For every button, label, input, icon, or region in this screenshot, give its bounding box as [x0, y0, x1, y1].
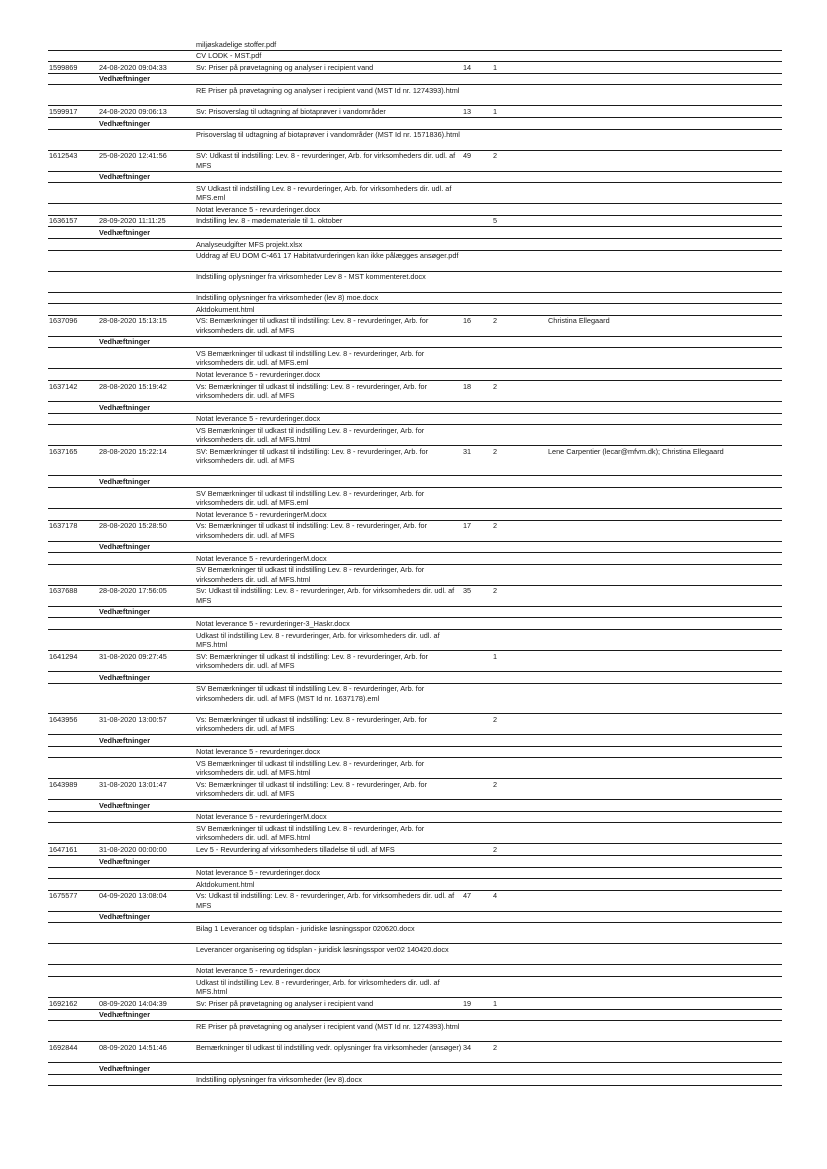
attachment-filename: Indstilling oplysninger fra virksomheder Lev 8 - MST kommenteret.docx: [196, 272, 426, 282]
attachments-header-row: [48, 735, 782, 747]
document-id: 1692162: [49, 998, 78, 1008]
document-id: 1637178: [49, 521, 78, 531]
attachment-count: 1: [493, 651, 498, 661]
message-subject: Vs: Bemærkninger til udkast til indstilling: Lev. 8 - revurderinger, Arb. for virksomheders dir. udl. af MFS: [196, 381, 428, 400]
attachments-header-row: [48, 118, 782, 130]
attachment-row: [48, 304, 782, 316]
message-subject: Bemærkninger til udkast til indstilling vedr. oplysninger fra virksomheder (ansøger): [196, 1042, 462, 1052]
attachments-label: Vedhæftninger: [99, 542, 151, 552]
attachment-row: [48, 293, 782, 305]
message-subject: SV: Bemærkninger til udkast til indstilling: Lev. 8 - revurderinger, Arb. for virksomheders dir. udl. af MFS: [196, 446, 428, 466]
attachment-row: [48, 812, 782, 824]
message-recipients: Lene Carpentier (lecar@mfvm.dk); Christina Ellegaard: [548, 446, 724, 456]
message-recipients: [548, 151, 732, 171]
attachment-filename: RE Priser på prøvetagning og analyser i recipient vand (MST Id nr. 1274393).html: [196, 1021, 460, 1031]
message-recipients: [548, 651, 732, 671]
message-date: 28-08-2020 17:56:05: [99, 586, 167, 596]
message-row: [48, 446, 782, 476]
attachment-filename: Bilag 1 Leverancer og tidsplan - juridiske løsningsspor 020620.docx: [196, 923, 415, 933]
attachments-label: Vedhæftninger: [99, 118, 151, 128]
document-id: 1641294: [49, 651, 78, 661]
attachments-label: Vedhæftninger: [99, 1010, 151, 1020]
attachment-filename: Indstilling oplysninger fra virksomheder (lev 8).docx: [196, 1075, 362, 1085]
attachment-filename: Notat leverance 5 - revurderingerM.docx: [196, 812, 327, 822]
document-id: 1637142: [49, 381, 78, 391]
attachment-filename: Notat leverance 5 - revurderinger.docx: [196, 747, 321, 757]
document-id: 1643989: [49, 779, 78, 789]
message-row: [48, 381, 782, 402]
message-date: 28-08-2020 15:13:15: [99, 316, 167, 326]
attachments-header-row: [48, 1010, 782, 1022]
message-date: 28-08-2020 15:22:14: [99, 446, 167, 456]
message-row: [48, 1042, 782, 1063]
attachment-row: [48, 565, 782, 586]
attachments-header-row: [48, 476, 782, 488]
message-recipients: [548, 891, 732, 911]
attachment-row: [48, 488, 782, 509]
message-subject: Indstilling lev. 8 - mødemateriale til 1. oktober: [196, 216, 343, 226]
attachment-count: 2: [493, 845, 498, 854]
attachment-count: 2: [493, 316, 498, 326]
attachments-header-row: [48, 800, 782, 812]
attachment-filename: Notat leverance 5 - revurderinger.docx: [196, 868, 321, 878]
attachment-row: [48, 272, 782, 293]
attachment-filename: Uddrag af EU DOM C-461 17 Habitatvurderingen kan ikke pålægges ansøger.pdf: [196, 251, 459, 261]
attachment-row: [48, 348, 782, 369]
attachment-count: 5: [493, 216, 498, 226]
attachment-count: 2: [493, 446, 498, 456]
message-date: 31-08-2020 00:00:00: [99, 845, 167, 854]
message-row: [48, 779, 782, 800]
attachment-filename: Aktdokument.html: [196, 304, 255, 314]
attachment-row: [48, 425, 782, 446]
attachment-filename: SV Bemærkninger til udkast til indstilling Lev. 8 - revurderinger, Arb. for virksomheders dir. udl. af MFS.html: [196, 565, 425, 584]
message-subject: Vs: Bemærkninger til udkast til indstilling: Lev. 8 - revurderinger, Arb. for virksomheders dir. udl. af MFS: [196, 521, 428, 540]
attachment-filename: Udkast til indstilling Lev. 8 - revurderinger, Arb. for virksomheders dir. udl. af MFS.html: [196, 977, 440, 996]
document-id: 1599917: [49, 106, 78, 116]
attachment-row: [48, 977, 782, 998]
attachments-header-row: [48, 74, 782, 86]
message-subject: VS: Bemærkninger til udkast til indstilling: Lev. 8 - revurderinger, Arb. for virksomheders dir. udl. af MFS: [196, 316, 429, 335]
message-date: 31-08-2020 13:01:47: [99, 779, 167, 789]
attachment-filename: VS Bemærkninger til udkast til indstilling Lev. 8 - revurderinger, Arb. for virksomheders dir. udl. af MFS.html: [196, 425, 425, 445]
attachments-header-row: [48, 856, 782, 868]
attachments-label: Vedhæftninger: [99, 337, 151, 347]
attachments-header-row: [48, 172, 782, 184]
message-subject: Sv: Priser på prøvetagning og analyser i recipient vand: [196, 62, 374, 72]
attachments-header-row: [48, 227, 782, 239]
message-subject: SV: Udkast til indstilling: Lev. 8 - revurderinger, Arb. for virksomheders dir. udl. af MFS: [196, 151, 456, 170]
message-date: 08-09-2020 14:51:46: [99, 1042, 167, 1052]
message-row: [48, 891, 782, 912]
attachments-header-row: [48, 607, 782, 619]
attachment-row: [48, 51, 782, 63]
message-count: 47: [463, 891, 472, 901]
attachments-label: Vedhæftninger: [99, 172, 151, 182]
message-recipients: [548, 62, 732, 73]
message-row: [48, 151, 782, 172]
attachments-header-row: [48, 337, 782, 349]
attachment-filename: Notat leverance 5 - revurderingerM.docx: [196, 553, 327, 563]
message-count: 34: [463, 1042, 472, 1052]
attachments-label: Vedhæftninger: [99, 735, 151, 745]
message-recipients: [548, 998, 732, 1009]
message-date: 28-08-2020 15:28:50: [99, 521, 167, 531]
attachment-count: 1: [493, 62, 498, 72]
attachment-row: [48, 1075, 782, 1087]
message-count: [463, 779, 493, 799]
attachment-count: 2: [493, 521, 498, 531]
document-id: 1612543: [49, 151, 78, 161]
attachments-label: Vedhæftninger: [99, 402, 151, 412]
attachment-row: [48, 251, 782, 272]
attachment-filename: Notat leverance 5 - revurderinger.docx: [196, 204, 321, 214]
attachment-filename: Udkast til indstilling Lev. 8 - revurderinger, Arb. for virksomheders dir. udl. af MFS.html: [196, 630, 440, 650]
attachment-filename: miljøskadelige stoffer.pdf: [196, 39, 277, 49]
message-date: 24-08-2020 09:06:13: [99, 106, 167, 116]
message-row: [48, 586, 782, 607]
message-recipients: [548, 216, 732, 227]
message-count: [463, 216, 493, 227]
attachment-filename: SV Bemærkninger til udkast til indstilling Lev. 8 - revurderinger, Arb. for virksomheders dir. udl. af MFS (MST Id nr. 1637178).eml: [196, 684, 425, 703]
attachment-row: [48, 85, 782, 106]
document-id: 1636157: [49, 216, 78, 226]
attachment-count: 2: [493, 1042, 498, 1052]
message-recipients: [548, 381, 732, 401]
message-recipients: [548, 106, 732, 117]
attachments-header-row: [48, 1063, 782, 1075]
attachment-filename: Notat leverance 5 - revurderinger.docx: [196, 414, 321, 424]
attachment-count: 2: [493, 779, 498, 789]
attachment-row: [48, 684, 782, 714]
message-row: [48, 998, 782, 1010]
message-date: 28-09-2020 11:11:25: [99, 216, 166, 226]
attachment-filename: SV Bemærkninger til udkast til indstilling Lev. 8 - revurderinger, Arb. for virksomheders dir. udl. af MFS.eml: [196, 488, 425, 508]
message-date: 31-08-2020 13:00:57: [99, 714, 167, 724]
document-id: 1637688: [49, 586, 78, 596]
attachment-filename: Indstilling oplysninger fra virksomheder (lev 8) moe.docx: [196, 293, 379, 303]
attachment-row: [48, 965, 782, 977]
message-count: 19: [463, 998, 472, 1008]
attachments-label: Vedhæftninger: [99, 74, 151, 84]
message-row: [48, 316, 782, 337]
attachment-row: [48, 369, 782, 381]
attachments-label: Vedhæftninger: [99, 227, 151, 237]
message-count: 31: [463, 446, 472, 456]
attachment-filename: Notat leverance 5 - revurderingerM.docx: [196, 509, 327, 519]
attachments-header-row: [48, 672, 782, 684]
attachment-filename: VS Bemærkninger til udkast til indstilling Lev. 8 - revurderinger, Arb. for virksomheders dir. udl. af MFS.html: [196, 758, 425, 778]
message-row: [48, 714, 782, 735]
attachment-row: [48, 204, 782, 216]
attachment-count: 2: [493, 151, 498, 161]
attachment-row: [48, 509, 782, 521]
attachment-row: [48, 747, 782, 759]
attachments-label: Vedhæftninger: [99, 800, 151, 810]
message-subject: Sv: Udkast til indstilling: Lev. 8 - revurderinger, Arb. for virksomheders dir. udl. af MFS: [196, 586, 455, 605]
attachment-filename: Notat leverance 5 - revurderinger-3_Haskr.docx: [196, 619, 350, 629]
attachment-filename: RE Priser på prøvetagning og analyser i recipient vand (MST Id nr. 1274393).html: [196, 85, 460, 95]
attachments-label: Vedhæftninger: [99, 477, 151, 487]
message-date: 25-08-2020 12:41:56: [99, 151, 167, 161]
attachments-label: Vedhæftninger: [99, 856, 151, 866]
message-subject: Vs: Bemærkninger til udkast til indstilling: Lev. 8 - revurderinger, Arb. for virksomheders dir. udl. af MFS: [196, 714, 428, 734]
attachment-filename: Prisoverslag til udtagning af biotaprøver i vandområder (MST Id nr. 1571836).html: [196, 130, 460, 140]
attachment-count: 2: [493, 586, 498, 596]
attachment-filename: SV Bemærkninger til udkast til indstilling Lev. 8 - revurderinger, Arb. for virksomheders dir. udl. af MFS.html: [196, 824, 425, 843]
message-row: [48, 216, 782, 228]
attachment-row: [48, 414, 782, 426]
attachment-filename: Notat leverance 5 - revurderinger.docx: [196, 965, 321, 975]
attachment-filename: CV LODK - MST.pdf: [196, 51, 262, 61]
message-recipients: [548, 1042, 732, 1062]
message-subject: Vs: Udkast til indstilling: Lev. 8 - revurderinger, Arb. for virksomheders dir. udl. af MFS: [196, 891, 455, 910]
message-count: 18: [463, 381, 472, 391]
message-count: [463, 651, 493, 671]
attachment-row: [48, 183, 782, 204]
document-id: 1637096: [49, 316, 78, 326]
message-row: [48, 521, 782, 542]
document-id: 1599869: [49, 62, 78, 72]
document-id: 1647161: [49, 845, 78, 854]
attachment-row: [48, 1021, 782, 1042]
attachment-filename: SV Udkast til indstilling Lev. 8 - revurderinger, Arb. for virksomheders dir. udl. af MFS.eml: [196, 183, 452, 203]
case-document-table: [48, 39, 782, 1086]
message-row: [48, 651, 782, 672]
attachment-filename: Notat leverance 5 - revurderinger.docx: [196, 369, 321, 379]
message-subject: Vs: Bemærkninger til udkast til indstilling: Lev. 8 - revurderinger, Arb. for virksomheders dir. udl. af MFS: [196, 779, 428, 799]
attachment-row: [48, 923, 782, 944]
message-count: 14: [463, 62, 472, 72]
message-recipients: [548, 714, 732, 734]
message-date: 28-08-2020 15:19:42: [99, 381, 167, 391]
attachment-row: [48, 879, 782, 891]
message-recipients: [548, 586, 732, 606]
message-subject: Sv: Priser på prøvetagning og analyser i recipient vand: [196, 998, 374, 1008]
message-count: 17: [463, 521, 472, 531]
attachments-header-row: [48, 542, 782, 554]
document-id: 1675577: [49, 891, 78, 901]
attachments-label: Vedhæftninger: [99, 672, 151, 682]
message-date: 24-08-2020 09:04:33: [99, 62, 167, 72]
document-id: 1643956: [49, 714, 78, 724]
message-row: [48, 62, 782, 74]
message-subject: SV: Bemærkninger til udkast til indstilling: Lev. 8 - revurderinger, Arb. for virksomheders dir. udl. af MFS: [196, 651, 428, 671]
message-count: 16: [463, 316, 472, 326]
message-count: [463, 844, 493, 855]
message-date: 04-09-2020 13:08:04: [99, 891, 167, 901]
message-date: 08-09-2020 14:04:39: [99, 998, 167, 1008]
attachment-row: [48, 944, 782, 965]
attachment-filename: Aktdokument.html: [196, 879, 255, 889]
document-id: 1692844: [49, 1042, 78, 1052]
message-count: 49: [463, 151, 472, 161]
attachment-row: [48, 239, 782, 251]
attachment-row: [48, 823, 782, 844]
attachment-row: [48, 130, 782, 151]
attachment-count: 2: [493, 381, 498, 391]
attachment-row: [48, 630, 782, 651]
message-recipients: [548, 521, 732, 541]
message-count: [463, 714, 493, 734]
message-date: 31-08-2020 09:27:45: [99, 651, 167, 661]
message-count: 35: [463, 586, 472, 596]
attachment-filename: Analyseudgifter MFS projekt.xlsx: [196, 239, 303, 249]
attachments-header-row: [48, 912, 782, 924]
attachment-count: 4: [493, 891, 498, 901]
message-subject: Sv: Prisoverslag til udtagning af biotaprøver i vandområder: [196, 106, 386, 116]
attachment-row: [48, 39, 782, 51]
message-subject: Lev 5 - Revurdering af virksomheders tilladelse til udl. af MFS: [196, 845, 395, 854]
attachment-row: [48, 553, 782, 565]
attachments-label: Vedhæftninger: [99, 912, 151, 922]
message-recipients: [548, 844, 732, 855]
attachment-row: [48, 868, 782, 880]
attachments-label: Vedhæftninger: [99, 1063, 151, 1073]
attachment-count: 1: [493, 106, 498, 116]
attachment-count: 1: [493, 998, 498, 1008]
attachment-row: [48, 758, 782, 779]
message-recipients: [548, 779, 732, 799]
message-recipients: Christina Ellegaard: [548, 316, 610, 326]
attachment-filename: Leverancer organisering og tidsplan - juridisk løsningsspor ver02 140420.docx: [196, 944, 449, 954]
attachment-count: 2: [493, 714, 498, 724]
attachments-label: Vedhæftninger: [99, 607, 151, 617]
message-row: [48, 106, 782, 118]
message-count: 13: [463, 106, 472, 116]
document-id: 1637165: [49, 446, 78, 456]
attachment-filename: VS Bemærkninger til udkast til indstilling Lev. 8 - revurderinger, Arb. for virksomheders dir. udl. af MFS.eml: [196, 348, 425, 368]
attachments-header-row: [48, 402, 782, 414]
message-row: [48, 844, 782, 856]
attachment-row: [48, 618, 782, 630]
